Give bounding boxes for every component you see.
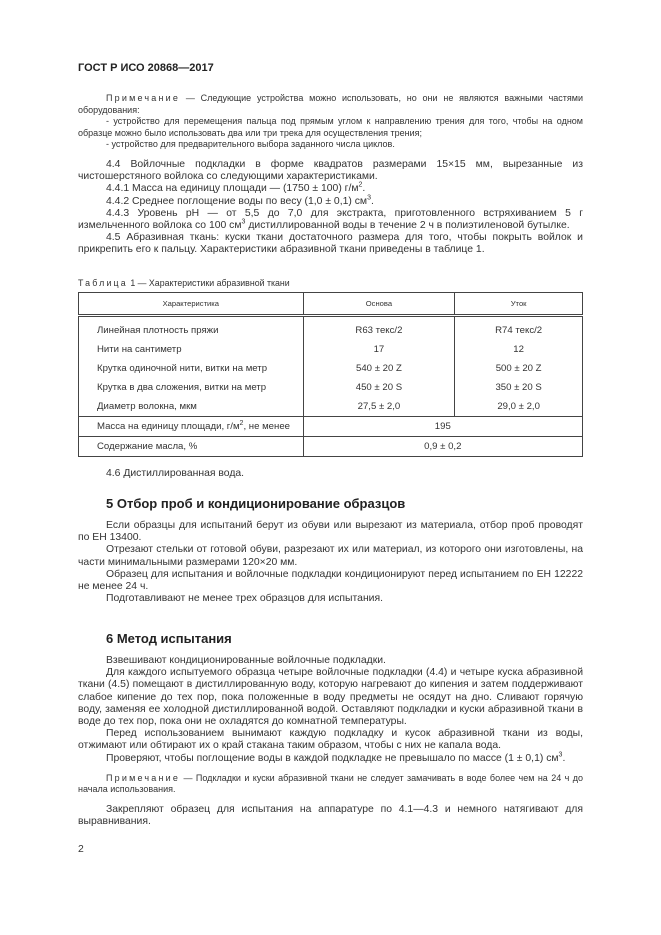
section-5: 5 Отбор проб и кондиционирование образцов Если образцы для испытаний берут из обуви или вырезают из материала, отбор проб проводят по ЕН 13400. Отрезают стельки от готовой обуви, разрезают их или материал, из которого они изготовлены, на части минимальными размерами 120×20 мм. Образец для испытания и войлочные подкладки кондиционируют перед испытанием по ЕН 12222 не менее 24 ч. Подготавливают не менее трех образцов для испытания. — [78, 496, 583, 605]
note-soaking: Примечание — Подкладки и куски абразивной ткани не следует замачивать в воде более чем на 24 ч до начала использования. — [78, 772, 583, 795]
characteristics-table — [78, 292, 583, 457]
table-row: Крутка одиночной нити, витки на метр 540 ± 20 Z 500 ± 20 Z — [79, 359, 583, 378]
table-caption: Таблица 1 — Характеристики абразивной ткани — [78, 278, 290, 288]
note-label: Примечание — [106, 93, 181, 103]
note-item: - устройство для предварительного выбора заданного числа циклов. — [106, 139, 395, 150]
section-6: 6 Метод испытания Взвешивают кондиционированные войлочные подкладки. Для каждого испытуемого образца четыре войлочные подкладки (4.4) и четыре куска абразивной ткани (4.5) помещают в дистиллированную воду, которую нагревают до кипения и затем поддерживают слабое кипение до тех пор, пока положенные в воду предметы не осядут на дно. Сливают горячую воду, заменяя ее холодной дистиллированной водой. Оставляют подкладки и куски абразивной ткани в воде до тех пор, пока они не охладятся до комнатной температуры. Перед использованием вынимают каждую подкладку и кусок абразивной ткани из воды, отжимают или обтирают их о край стакана таким образом, чтобы с них не капала вода. Проверяют, чтобы поглощение воды в каждой подкладке не превышало по массе (1 ± 0,1) $см^3$. Примечание — Подкладки и куски абразивной ткани не следует замачивать в воде более чем на 24 ч до начала использования. Закрепляют образец для испытания на аппаратуре по 4.1—4.3 и немного натягивают для выравнивания. — [78, 631, 583, 828]
section-heading: 6 Метод испытания — [106, 631, 232, 646]
table-row: Нити на сантиметр 17 12 — [79, 340, 583, 359]
table-row: Линейная плотность пряжи R63 текс/2 R74 текс/2 — [79, 316, 583, 341]
section-4-4: 4.4 Войлочные подкладки в форме квадратов размерами 15×15 мм, вырезанные из чистошерстяного войлока со следующими характеристиками. 4.4.1 Масса на единицу площади — (1750 ± 100) $г/м^2$. 4.4.2 Среднее поглощение воды по весу (1,0 ± 0,1) $см^3$. 4.4.3 Уровень pH — от 5,5 до 7,0 для экстракта, приготовленного встряхиванием 5 г измельченного войлока со 100 $см^3$ дистиллированной воды в течение 2 ч в полиэтиленовой бутылке. 4.5 Абразивная ткань: куски ткани достаточного размера для того, чтобы покрыть войлок и прикрепить его к пальцу. Характеристики абразивной ткани приведены в таблице 1. — [78, 159, 583, 256]
table-row: Крутка в два сложения, витки на метр 450 ± 20 S 350 ± 20 S — [79, 378, 583, 397]
page-number: 2 — [78, 844, 84, 855]
table-row: Диаметр волокна, мкм 27,5 ± 2,0 29,0 ± 2,0 — [79, 397, 583, 417]
section-heading: 5 Отбор проб и кондиционирование образцов — [106, 496, 406, 511]
table-row: Масса на единицу площади, $г/м^2$, не менее 195 — [79, 417, 583, 437]
table-header-row — [79, 293, 583, 316]
note-devices: Примечание — Следующие устройства можно использовать, но они не являются важными частями оборудования: - устройство для перемещения пальца под прямым углом к направлению трения для того, чтобы на одном образце можно было использовать два или три трека для осуществления трения; - устройство для предварительного выбора заданного числа циклов. — [78, 93, 583, 150]
note-item: - устройство для перемещения пальца под прямым углом к направлению трения для того, чтобы на одном образце можно было использовать два или три трека для осуществления трения; — [78, 116, 583, 138]
column-header: Характеристика — [79, 293, 304, 316]
table-row: Содержание масла, % 0,9 ± 0,2 — [79, 437, 583, 457]
document-header: ГОСТ Р ИСО 20868—2017 — [78, 62, 214, 74]
section-4-6: 4.6 Дистиллированная вода. — [106, 468, 245, 479]
column-header: Уток — [455, 293, 583, 316]
column-header: Основа — [303, 293, 455, 316]
